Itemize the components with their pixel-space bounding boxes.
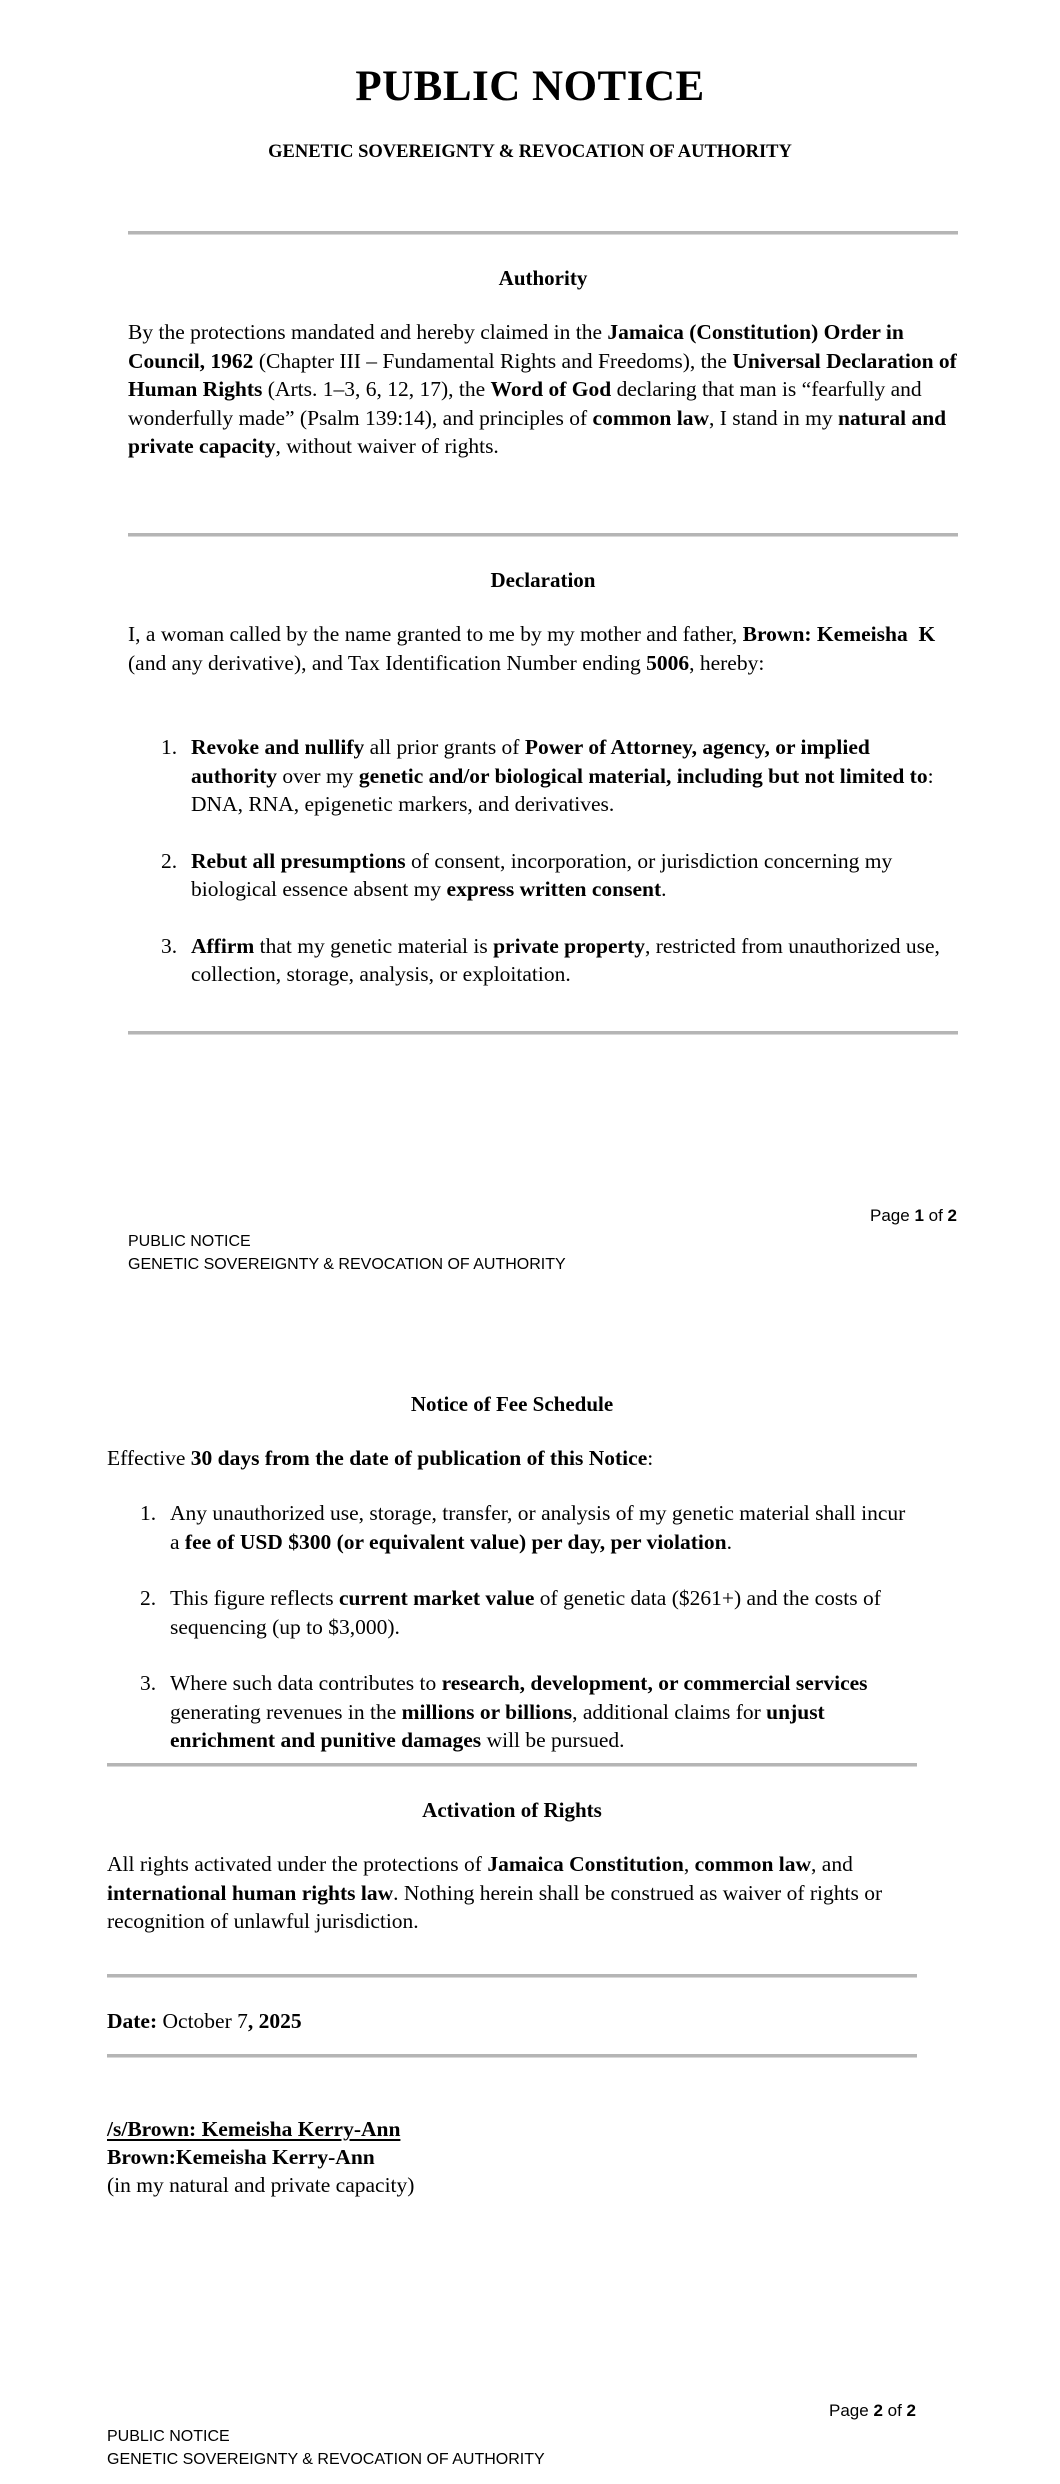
list-item bbox=[128, 932, 958, 989]
bold-text: millions or billions bbox=[401, 1699, 573, 1724]
text-run: generating revenues in the bbox=[170, 1699, 402, 1724]
divider bbox=[107, 1763, 917, 1767]
bold-text: Revoke and nullify bbox=[191, 735, 365, 759]
divider bbox=[128, 533, 958, 537]
text-run: Effective bbox=[107, 1446, 191, 1470]
date-label: Date: bbox=[107, 2009, 158, 2033]
date-year: , 2025 bbox=[247, 2009, 302, 2033]
list-number: 2. bbox=[161, 848, 178, 873]
page-footer bbox=[107, 2425, 545, 2471]
activation-heading: Activation of Rights bbox=[422, 1798, 602, 1822]
footer-line-2: GENETIC SOVEREIGNTY & REVOCATION OF AUTHORITY bbox=[128, 1256, 566, 1273]
page-number bbox=[870, 1206, 957, 1226]
bold-text: private property bbox=[493, 933, 645, 958]
list-number: 3. bbox=[140, 1671, 157, 1695]
authority-paragraph bbox=[128, 318, 958, 461]
bold-text: Jamaica Constitution bbox=[487, 1852, 684, 1876]
text-run: : bbox=[647, 1446, 654, 1470]
bold-text: Jamaica (Constitution) Order in Council, 1962 bbox=[128, 320, 904, 373]
text-run: , bbox=[683, 1852, 695, 1876]
page-total: 2 bbox=[906, 2401, 916, 2420]
date-line bbox=[107, 2007, 917, 2036]
text-run: of consent, incorporation, or jurisdiction concerning my biological essence absent my bbox=[191, 848, 893, 901]
document-subtitle: GENETIC SOVEREIGNTY & REVOCATION OF AUTHORITY bbox=[268, 142, 792, 162]
list-item bbox=[107, 1584, 917, 1641]
bold-text: Power of Attorney, agency, or implied authority bbox=[191, 735, 870, 788]
text-run: Any unauthorized use, storage, transfer, or analysis of my genetic material shall incur a bbox=[170, 1501, 906, 1554]
page-number bbox=[829, 2401, 916, 2421]
fee-schedule-list bbox=[107, 1499, 917, 1783]
list-number: 1. bbox=[140, 1501, 157, 1525]
text-run: : DNA, RNA, epigenetic markers, and derivatives. bbox=[191, 763, 934, 816]
text-run: , and bbox=[811, 1852, 853, 1876]
bold-text: Brown: Kemeisha K bbox=[742, 622, 936, 646]
text-run: , additional claims for bbox=[572, 1699, 767, 1724]
text-run: declaring that man is “fearfully and wonderfully made” (Psalm 139:14), and principles of bbox=[128, 377, 922, 430]
authority-heading: Authority bbox=[498, 266, 588, 290]
divider bbox=[128, 231, 958, 235]
page-footer bbox=[128, 1230, 566, 1276]
text-run: . Nothing herein shall be construed as waiver of rights or recognition of unlawful jurisdiction. bbox=[107, 1880, 883, 1933]
footer-line-1: PUBLIC NOTICE bbox=[107, 2428, 230, 2445]
bold-text: current market value bbox=[338, 1586, 535, 1610]
signatory-capacity: (in my natural and private capacity) bbox=[107, 2173, 415, 2197]
list-item bbox=[107, 1669, 917, 1755]
fee-schedule-heading: Notice of Fee Schedule bbox=[410, 1392, 614, 1416]
declaration-list bbox=[128, 733, 958, 1017]
text-run: , hereby: bbox=[689, 650, 765, 675]
fee-schedule-intro bbox=[107, 1444, 917, 1473]
text-run: will be pursued. bbox=[481, 1728, 625, 1752]
bold-text: unjust enrichment and punitive damages bbox=[170, 1699, 825, 1752]
list-number: 2. bbox=[140, 1586, 157, 1610]
bold-text: 5006 bbox=[646, 650, 690, 675]
text-run: I, a woman called by the name granted to me by my mother and father, bbox=[128, 622, 743, 646]
bold-text: express written consent bbox=[446, 877, 662, 901]
page-total: 2 bbox=[947, 1206, 957, 1225]
date-month-day: October 7 bbox=[157, 2009, 248, 2033]
text-run: all prior grants of bbox=[364, 735, 525, 759]
list-number: 3. bbox=[161, 933, 178, 958]
bold-text: Universal Declaration of Human Rights bbox=[128, 348, 957, 401]
text-run: Where such data contributes to bbox=[170, 1671, 442, 1695]
bold-text: Word of God bbox=[490, 377, 612, 401]
text-run: of genetic data ($261+) and the costs of sequencing (up to $3,000). bbox=[170, 1586, 881, 1639]
text-run: (Chapter III – Fundamental Rights and Freedoms), the bbox=[253, 348, 733, 373]
text-run: (Arts. 1–3, 6, 12, 17), the bbox=[262, 377, 491, 401]
text-run: By the protections mandated and hereby claimed in the bbox=[128, 320, 608, 344]
bold-text: Affirm bbox=[191, 933, 255, 958]
text-run: over my bbox=[277, 763, 359, 788]
bold-text: fee of USD $300 (or equivalent value) per day, per violation bbox=[184, 1529, 727, 1554]
text-run: This figure reflects bbox=[170, 1586, 339, 1610]
page-current: 2 bbox=[873, 2401, 883, 2420]
text-run: , restricted from unauthorized use, collection, storage, analysis, or exploitation. bbox=[191, 933, 940, 986]
footer-line-2: GENETIC SOVEREIGNTY & REVOCATION OF AUTHORITY bbox=[107, 2451, 545, 2468]
list-number: 1. bbox=[161, 735, 178, 759]
declaration-intro bbox=[128, 620, 958, 677]
bold-text: common law bbox=[592, 405, 709, 430]
bold-text: research, development, or commercial services bbox=[441, 1671, 868, 1695]
declaration-heading: Declaration bbox=[490, 568, 596, 592]
signature-block bbox=[107, 2115, 917, 2199]
bold-text: common law bbox=[694, 1852, 812, 1876]
signature-line: /s/Brown: Kemeisha Kerry-Ann bbox=[107, 2117, 401, 2141]
page-label: Page bbox=[829, 2401, 874, 2420]
bold-text: international human rights law bbox=[107, 1880, 394, 1905]
list-item bbox=[107, 1499, 917, 1556]
page-label: Page bbox=[870, 1206, 915, 1225]
text-run: (and any derivative), and Tax Identification Number ending bbox=[128, 650, 647, 675]
page-separator: of bbox=[882, 2401, 907, 2420]
footer-line-1: PUBLIC NOTICE bbox=[128, 1233, 251, 1250]
list-item bbox=[128, 847, 958, 904]
text-run: All rights activated under the protections of bbox=[107, 1852, 488, 1876]
page-separator: of bbox=[923, 1206, 948, 1225]
document-title: PUBLIC NOTICE bbox=[355, 63, 705, 110]
divider bbox=[107, 1974, 917, 1978]
divider bbox=[107, 2054, 917, 2058]
bold-text: natural and private capacity bbox=[128, 405, 947, 458]
text-run: , I stand in my bbox=[708, 405, 838, 430]
page-current: 1 bbox=[914, 1206, 924, 1225]
activation-paragraph bbox=[107, 1850, 917, 1936]
divider bbox=[128, 1031, 958, 1035]
text-run: . bbox=[661, 877, 667, 901]
list-item bbox=[128, 733, 958, 819]
text-run: . bbox=[726, 1529, 732, 1554]
text-run: , without waiver of rights. bbox=[275, 434, 499, 458]
bold-text: genetic and/or biological material, including but not limited to bbox=[358, 763, 928, 788]
bold-text: Rebut all presumptions bbox=[191, 848, 406, 873]
signatory-name: Brown:Kemeisha Kerry-Ann bbox=[107, 2145, 375, 2169]
bold-text: 30 days from the date of publication of this Notice bbox=[190, 1446, 648, 1470]
text-run: that my genetic material is bbox=[254, 933, 494, 958]
